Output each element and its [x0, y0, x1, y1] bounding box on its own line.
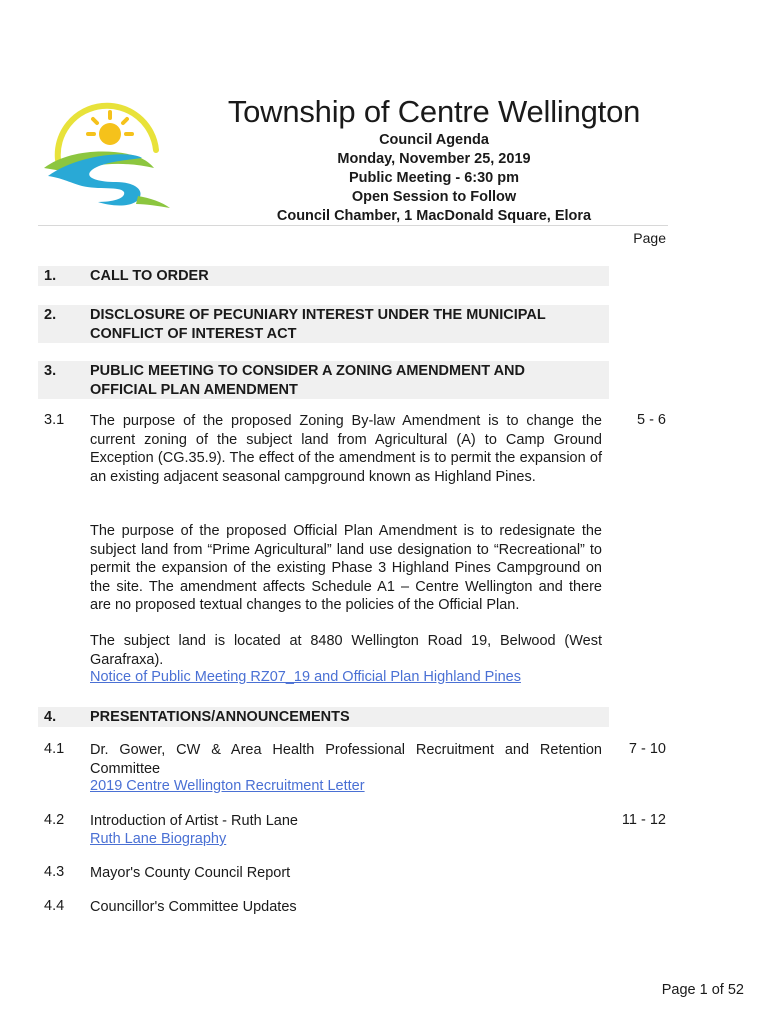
item-number: 4.2	[44, 812, 65, 828]
notice-of-public-meeting-link[interactable]: Notice of Public Meeting RZ07_19 and Official Plan Highland Pines	[90, 669, 521, 685]
item-number: 4.	[44, 709, 57, 725]
item-4-2-pages: 11 - 12	[621, 812, 666, 828]
meeting-location: Council Chamber, 1 MacDonald Square, Elora	[276, 208, 592, 224]
item-number: 2.	[44, 307, 57, 323]
item-3-1-paragraph-2: The purpose of the proposed Official Plan Amendment is to redesignate the subject land from “Prime Agricultural” land use designation to “Recreational” to permit the expansion of the existing Phase 3 Highland Pines Campground on the site. The amendment affects Schedule A1 – Centre Wellington and there are no proposed textual changes to the policies of the Official Plan.	[90, 523, 602, 613]
item-4-1-text: Dr. Gower, CW & Area Health Professional Recruitment and Retention Committee	[90, 742, 602, 777]
item-4-3-text: Mayor's County Council Report	[90, 865, 291, 881]
item-number: 4.3	[44, 864, 65, 880]
item-number: 1.	[44, 268, 57, 284]
item-3-1-paragraph-3: The subject land is located at 8480 Wellington Road 19, Belwood (West Garafraxa).	[90, 633, 602, 668]
header-divider	[38, 225, 668, 226]
document-title: Township of Centre Wellington	[227, 94, 641, 129]
page-column-label: Page	[633, 230, 666, 246]
item-4-2-text: Introduction of Artist - Ruth Lane	[90, 813, 298, 829]
page-number-footer: Page 1 of 52	[661, 982, 744, 998]
item-4-4-text: Councillor's Committee Updates	[90, 899, 297, 915]
township-logo	[38, 98, 178, 218]
item-3-1-pages: 5 - 6	[636, 412, 666, 428]
public-meeting-time: Public Meeting - 6:30 pm	[349, 170, 519, 186]
meeting-date: Monday, November 25, 2019	[337, 151, 531, 167]
item-heading-disclosure: DISCLOSURE OF PECUNIARY INTEREST UNDER THE MUNICIPAL CONFLICT OF INTEREST ACT	[90, 307, 546, 342]
item-heading-call-to-order: CALL TO ORDER	[90, 268, 209, 284]
recruitment-letter-link[interactable]: 2019 Centre Wellington Recruitment Letter	[90, 778, 365, 794]
item-3-1-paragraph-1: The purpose of the proposed Zoning By-law Amendment is to change the current zoning of the subject land from Agricultural (A) to Camp Ground Exception (CG.35.9). The effect of the amendment is to permit the expansion of an existing adjacent seasonal campground known as Highland Pines.	[90, 413, 602, 485]
agenda-label: Council Agenda	[379, 132, 489, 148]
ruth-lane-biography-link[interactable]: Ruth Lane Biography	[90, 831, 227, 847]
item-heading-presentations: PRESENTATIONS/ANNOUNCEMENTS	[90, 709, 350, 725]
open-session-note: Open Session to Follow	[351, 189, 517, 205]
item-4-1-pages: 7 - 10	[628, 741, 666, 757]
item-number: 4.4	[44, 898, 65, 914]
item-number: 3.	[44, 363, 57, 379]
item-number: 3.1	[44, 412, 65, 428]
item-number: 4.1	[44, 741, 65, 757]
item-heading-public-meeting: PUBLIC MEETING TO CONSIDER A ZONING AMENDMENT AND OFFICIAL PLAN AMENDMENT	[90, 363, 525, 398]
